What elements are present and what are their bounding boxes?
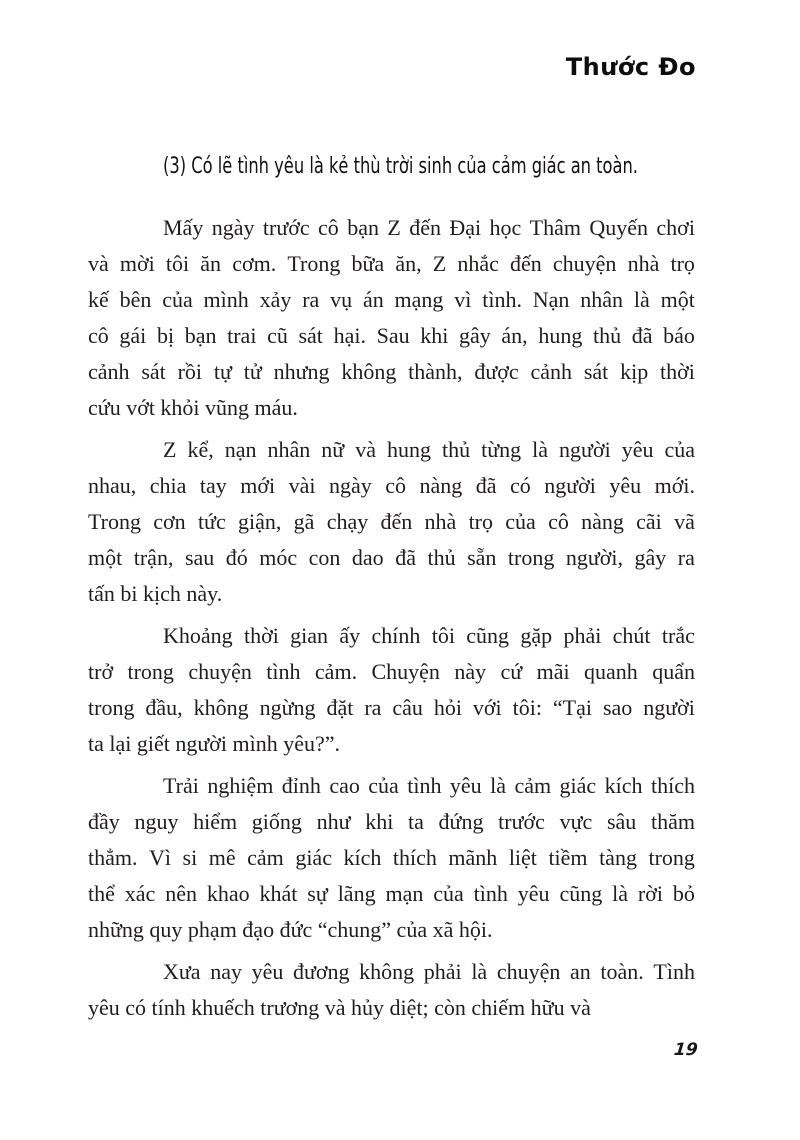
word: đầy [88,809,126,834]
word: ra [364,695,387,720]
word: cơm. [232,251,282,276]
word: tự [213,359,238,384]
word: báo [663,323,695,348]
word: toàn. [600,959,650,984]
word: trở [88,659,119,684]
word: của [433,881,470,906]
word: quẩn [652,659,695,684]
word: thích [392,845,443,870]
word: chuyện [496,959,566,984]
text-line [88,618,695,654]
word: yêu [609,473,647,498]
paragraph [88,210,695,426]
word: chạy [326,509,374,534]
word: con [308,545,346,570]
word: nàng [581,509,630,534]
word: hiểm [193,809,243,834]
word: nhân [267,437,316,462]
text-line [88,954,695,990]
word: không [341,359,402,384]
word: cô [548,509,575,534]
word: người [544,473,602,498]
word: nữ [321,437,350,462]
word: cô [88,323,115,348]
word: cũ [267,323,294,348]
text-line [88,282,695,318]
word: trong [88,695,140,720]
word: cao [329,773,366,798]
word: xảy [259,287,297,312]
word: bỏ [672,881,695,906]
word: lãng [337,881,382,906]
word: là [490,773,512,798]
word: án, [501,323,534,348]
word: được [474,359,525,384]
word: yêu [517,881,556,906]
word: kịp [620,359,654,384]
word: Khoảng [163,623,239,648]
word: mạng [394,287,449,312]
text-line [88,768,695,804]
word: cảnh [88,359,136,384]
word: gây [634,545,672,570]
word: chuyện [188,659,258,684]
word: nguy [134,809,184,834]
word: Đại [449,215,487,240]
word: đến [510,251,548,276]
word: nạn [224,437,262,462]
text-line [88,318,695,354]
word: tàng [599,845,643,870]
word: người [643,695,695,720]
word: trước [262,215,316,240]
word: yêu [621,437,659,462]
word: là [612,881,634,906]
word: đã [395,545,422,570]
word: tình. [482,287,528,312]
word: thời [660,359,695,384]
word: sát [583,359,614,384]
word: chính [371,623,426,648]
word: không [359,959,420,984]
word: rồi [177,359,208,384]
word: giống [251,809,308,834]
word: nay [210,959,248,984]
word: là [471,959,493,984]
word: từng [481,437,527,462]
word: của [368,773,405,798]
word: nhân [580,287,629,312]
word: nghiệm [207,773,279,798]
word: yêu [449,773,488,798]
text-line: ta lại giết người mình yêu?”. [88,731,341,756]
word: thủ [441,437,476,462]
word: vụ [330,287,358,312]
word: ăn, [395,251,428,276]
word: đến [380,509,418,534]
text-line [88,432,695,468]
word: giác [295,845,338,870]
word: chút [612,623,657,648]
body-paragraphs [88,210,695,1026]
word: tôi: [512,695,548,720]
word: móc [259,545,303,570]
word: gian [290,623,334,648]
word: hung [386,437,437,462]
word: ra [677,545,695,570]
word: nhưng [273,359,336,384]
word: thời [243,623,285,648]
paragraph [88,432,695,612]
word: giác [559,773,602,798]
word: đứng [438,809,489,834]
word: cô [318,215,345,240]
word: ra [302,287,325,312]
word: thẳm. [88,845,143,870]
word: an [569,959,597,984]
word: khi [420,323,454,348]
word: mới. [654,473,695,498]
word: trai [227,323,262,348]
word: cảm [247,845,290,870]
word: kế [88,287,115,312]
text-line: tấn bi kịch này. [88,581,223,606]
word: tử [243,359,268,384]
word: một [88,545,128,570]
running-header: Thước Đo [565,53,696,81]
word: kể, [187,437,220,462]
word: là [633,287,656,312]
word: chơi [656,215,695,240]
word: Chuyện [371,659,446,684]
word: bạn [184,323,222,348]
word: tình [407,773,447,798]
text-line: yêu có tính khuếch trương và hủy diệt; còn chiếm hữu và [88,995,591,1020]
word: vì [454,287,477,312]
word: gây [459,323,497,348]
paragraph [88,768,695,948]
word: khát [259,881,303,906]
word: tình [266,659,307,684]
word: án [362,287,390,312]
word: và [355,437,382,462]
word: phải [563,623,607,648]
word: thủ [427,545,462,570]
word: đã [631,323,658,348]
word: trọ [468,509,499,534]
word: mãnh [448,845,503,870]
word: của [505,509,542,534]
word: nhau, [88,473,142,498]
text-line [88,354,695,390]
word: ấy [339,623,366,648]
text-line [88,840,695,876]
paragraph [88,618,695,762]
word: trắc [661,623,695,648]
word: đó [225,545,254,570]
word: mạn [385,881,429,906]
word: chuyện [552,251,622,276]
page-number: 19 [673,1040,700,1060]
word: gặp [520,623,558,648]
word: Nạn [532,287,575,312]
word: nàng [419,473,468,498]
word: của [162,287,199,312]
chapter-heading [88,150,695,184]
word: thích [650,773,695,798]
word: Quyến [589,215,654,240]
text-line: những quy phạm đạo đức “chung” của xã hội. [88,917,493,942]
word: nhà [627,251,665,276]
word: một [660,287,695,312]
word: ngừng [259,695,322,720]
text-line [88,804,695,840]
word: vài [288,473,321,498]
word: Z [432,251,452,276]
word: Trong [287,251,346,276]
word: đầu, [145,695,189,720]
word: trọ [670,251,695,276]
word: sâu [606,809,642,834]
word: tình [473,881,514,906]
word: và [88,251,115,276]
word: chia [149,473,192,498]
word: trong [648,845,695,870]
word: sát [298,323,329,348]
word: tiềm [548,845,594,870]
word: ăn [200,251,227,276]
text-line [88,468,695,504]
word: sao [602,695,638,720]
word: kích [343,845,387,870]
word: bị [156,323,180,348]
word: Xưa [163,959,207,984]
word: kích [604,773,649,798]
word: là [532,437,554,462]
word: ngày [328,473,378,498]
text-line [88,654,695,690]
word: này [454,659,492,684]
text-line [88,504,695,540]
text-line: cứu vớt khỏi vũng máu. [88,395,298,420]
word: cơn [153,509,192,534]
word: cảm [514,773,557,798]
word: hỏi [433,695,468,720]
word: Tình [653,959,695,984]
text-line [88,210,695,246]
word: hung [538,323,588,348]
text-line [88,540,695,576]
text-line [88,690,695,726]
word: Vì [149,845,177,870]
word: Z [163,437,182,462]
word: ngày [211,215,260,240]
word: thể [88,881,121,906]
word: như [316,809,357,834]
word: thăm [650,809,695,834]
word: người [559,437,617,462]
word: mãi [536,659,576,684]
word: tôi [431,623,461,648]
word: cảm. [314,659,363,684]
word: cô [385,473,412,498]
word: ta [407,809,430,834]
word: vực [559,809,598,834]
word: tay [199,473,233,498]
word: cũng [559,881,608,906]
word: Trải [163,773,205,798]
word: Thâm [529,215,587,240]
word: xác [124,881,161,906]
word: sát [141,359,172,384]
text-line [88,246,695,282]
word: nên [165,881,203,906]
word: tôi [165,251,195,276]
word: bữa [351,251,390,276]
word: đã [475,473,502,498]
word: có [509,473,537,498]
word: Trong [88,509,147,534]
word: mới [240,473,281,498]
word: khao [206,881,256,906]
word: gái [119,323,152,348]
word: Z [387,215,407,240]
word: yêu [251,959,289,984]
word: sau [184,545,220,570]
word: phải [423,959,468,984]
paragraph [88,954,695,1026]
word: của [664,437,695,462]
word: thành, [408,359,469,384]
word: giận, [238,509,287,534]
word: trong [127,659,180,684]
word: bạn [347,215,385,240]
word: mê [208,845,242,870]
word: tức [197,509,232,534]
word: học [489,215,527,240]
page-content [88,150,695,1026]
word: rời [637,881,669,906]
word: đương [292,959,356,984]
word: đến [409,215,447,240]
word: người, [565,545,629,570]
word: mời [119,251,161,276]
word: quanh [584,659,644,684]
word: vã [674,509,695,534]
word: si [182,845,203,870]
word: dao [351,545,390,570]
word: trận, [133,545,179,570]
word: cãi [636,509,668,534]
word: sự [307,881,334,906]
word: không [193,695,255,720]
word: hại. [333,323,372,348]
word: cứ [500,659,528,684]
text-line [88,876,695,912]
word: trong [507,545,560,570]
word: cũng [466,623,515,648]
word: nhà [424,509,462,534]
word: Sau [376,323,416,348]
word: Mấy [163,215,209,240]
word: nhắc [457,251,505,276]
word: gã [293,509,320,534]
word: câu [392,695,429,720]
word: sẵn [467,545,502,570]
word: đặt [326,695,359,720]
word: với [472,695,508,720]
word: bên [119,287,157,312]
word: trước [498,809,551,834]
word: đỉnh [281,773,327,798]
word: “Tại [552,695,598,720]
word: thủ [592,323,627,348]
word: mình [203,287,255,312]
word: khi [365,809,399,834]
word: liệt [508,845,543,870]
word: cảnh [530,359,578,384]
chapter-heading-text: (3) Có lẽ tình yêu là kẻ thù trời sinh của cảm giác an toàn. [163,154,638,179]
